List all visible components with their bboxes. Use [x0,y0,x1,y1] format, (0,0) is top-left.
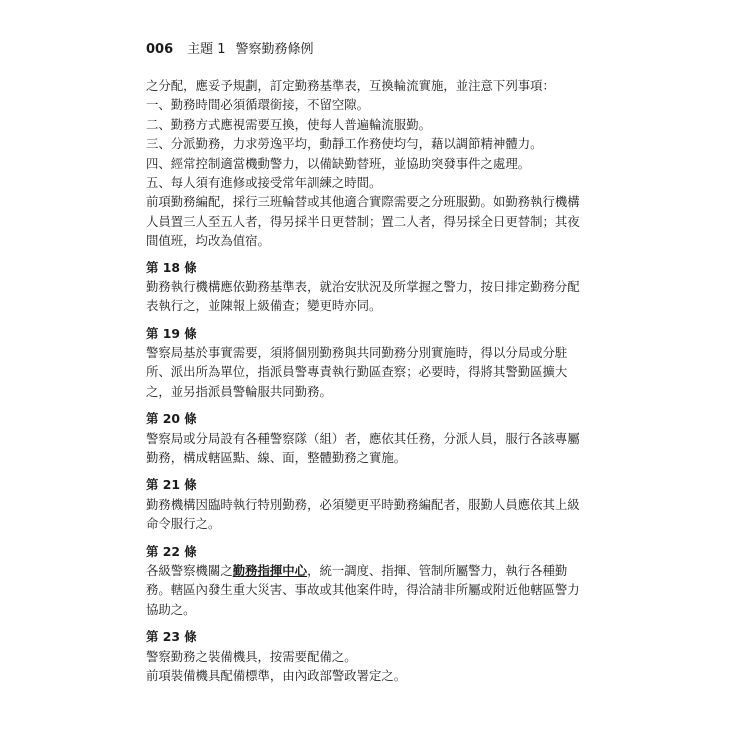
text-line: 勤務機構因臨時執行特別勤務，必須變更平時勤務編配者，服勤人員應依其上級 [146,496,580,512]
document-body [146,76,586,685]
text-line: 四、經常控制適當機動警力，以備缺勤替班，並協助突發事件之處理。 [146,155,531,171]
article-heading: 第 23 條 [146,629,197,645]
text-segment: ，統一調度、指揮、管制所屬警力，執行各種勤 [307,562,568,578]
text-line: 人員置三人至五人者，得另採半日更替制；置二人者，得另採全日更替制；其夜 [146,213,580,229]
page-number: 006 [146,42,174,57]
text-segment: 各級警察機關之 [146,562,233,578]
text-line: 五、每人須有進修或接受常年訓練之時間。 [146,174,382,190]
text-line: 勤務，構成轄區點、線、面，整體勤務之實施。 [146,450,407,466]
text-line: 之分配，應妥予規劃，訂定勤務基準表，互換輪流實施，並注意下列事項： [146,78,555,93]
text-line: 警察局或分局設有各種警察隊（組）者，應依其任務，分派人員，服行各該專屬 [146,430,580,446]
article-22 [146,542,586,620]
text-line: 所、派出所為單位，指派員警專責執行勤區查察；必要時，得將其警勤區擴大 [146,364,568,380]
text-line: 二、勤務方式應視需要互換，使每人普遍輪流服勤。 [146,116,431,132]
text-line: 勤務執行機構應依勤務基準表，就治安狀況及所掌握之警力，按日排定勤務分配 [146,278,580,294]
text-line: 命令服行之。 [146,516,221,532]
emphasized-term: 勤務指揮中心 [232,562,308,578]
text-line: 一、勤務時間必須循環銜接，不留空隙。 [146,97,370,113]
document-page [146,38,586,685]
text-line: 警察局基於事實需要，須將個別勤務與共同勤務分別實施時，得以分局或分駐 [146,345,568,361]
text-line: 前項勤務編配，採行三班輪替或其他適合實際需要之分班服勤。如勤務執行機構 [146,194,580,210]
text-line [146,561,586,580]
text-line: 之，並另指派員警輪服共同勤務。 [146,383,332,399]
article-heading: 第 18 條 [146,259,197,275]
article-heading: 第 19 條 [146,325,197,341]
article-heading: 第 21 條 [146,477,197,493]
article-23 [146,627,586,685]
text-line: 三、分派勤務，力求勞逸平均，動靜工作務使均勻，藉以調節精神體力。 [146,136,543,152]
chapter-title: 警察勤務條例 [235,42,314,57]
topic-label: 主題 1 [187,42,226,57]
article-heading: 第 20 條 [146,411,197,427]
text-line: 表執行之，並陳報上級備查；變更時亦同。 [146,298,382,314]
article-18 [146,258,586,316]
article-19 [146,324,586,402]
article-20 [146,409,586,467]
article-21 [146,475,586,533]
text-line: 協助之。 [146,601,196,617]
page-header [146,38,586,58]
intro-paragraphs [146,76,586,251]
text-line: 間值班，均改為值宿。 [146,233,270,249]
text-line: 前項裝備機具配備標準，由內政部警政署定之。 [146,667,407,683]
text-line: 警察勤務之裝備機具，按需要配備之。 [146,648,357,664]
article-heading: 第 22 條 [146,543,197,559]
text-line: 務。轄區內發生重大災害、事故或其他案件時，得洽請非所屬或附近他轄區警力 [146,582,580,598]
